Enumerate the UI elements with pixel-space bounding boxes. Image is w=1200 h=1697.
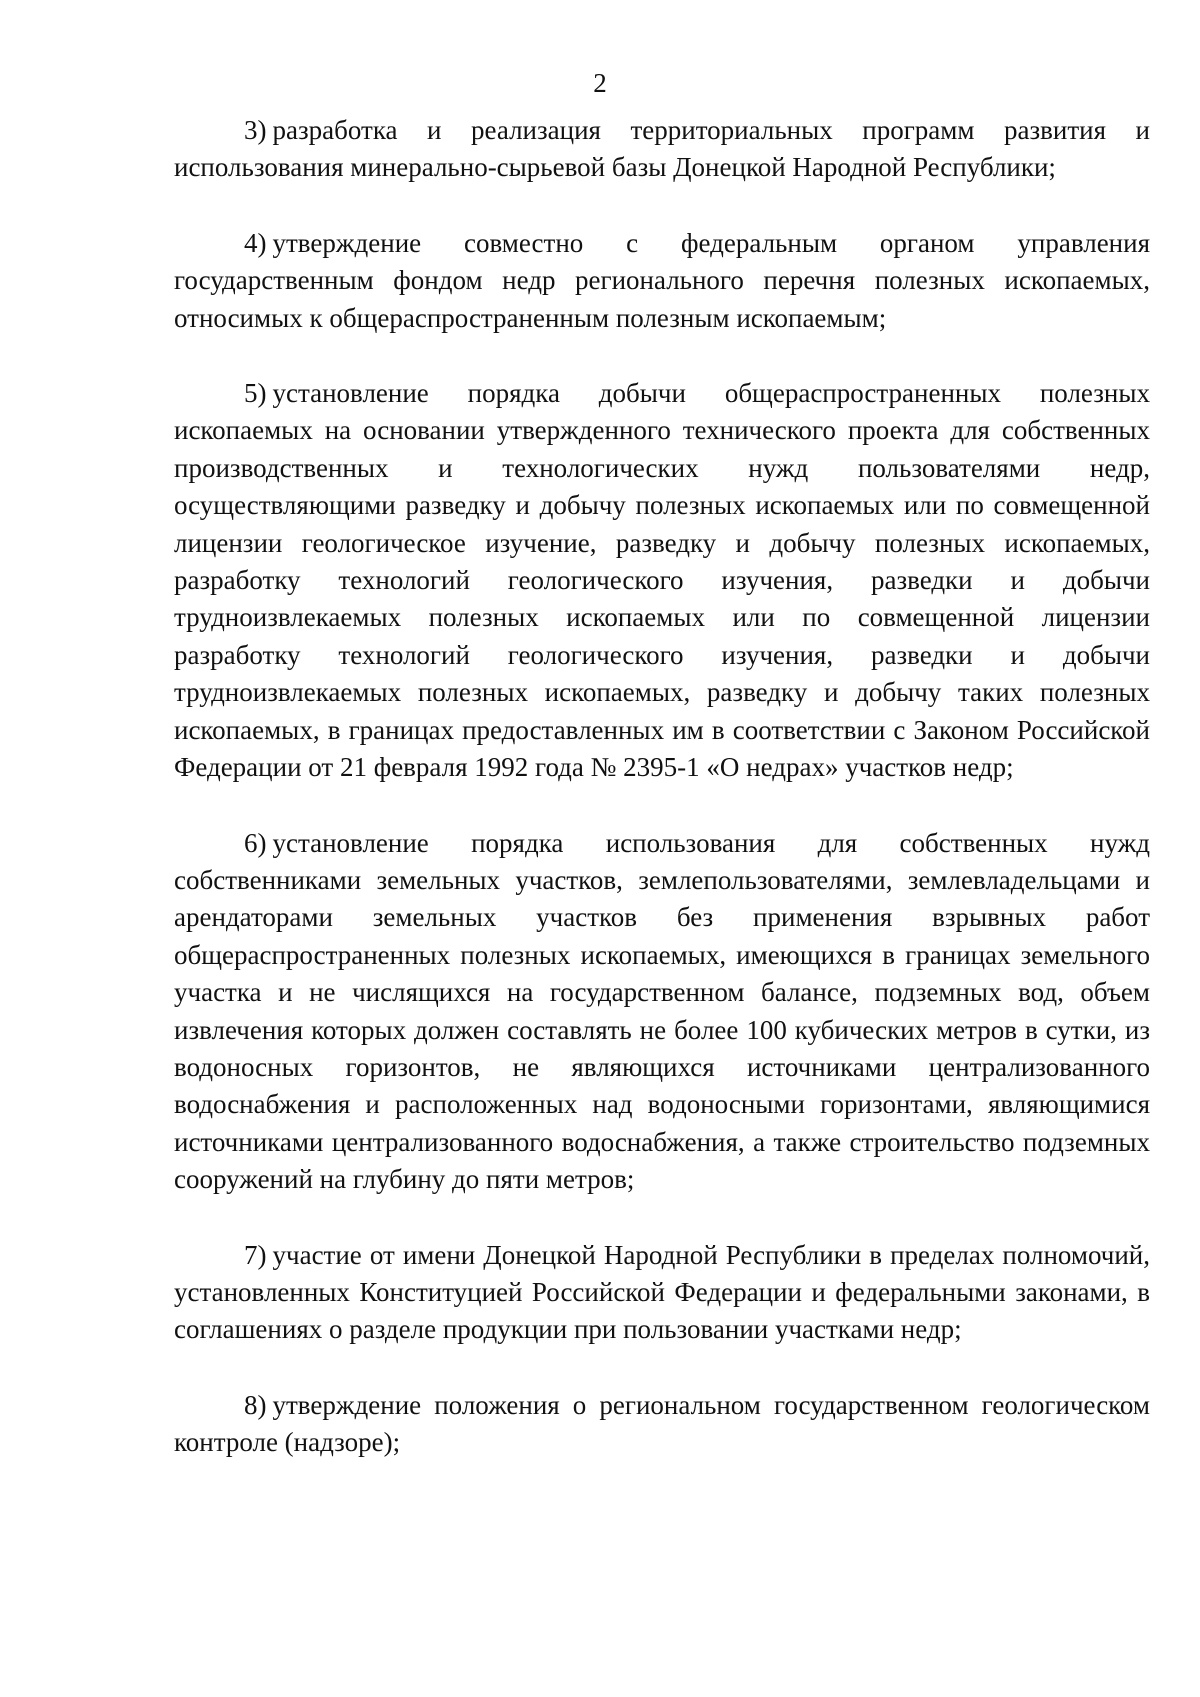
list-item-6 bbox=[174, 825, 1150, 1199]
item-text: участие от имени Донецкой Народной Республики в пределах полномочий, установленных Конституцией Российской Федерации и федеральными законами, в соглашениях о разделе продукции при пользовании участками недр; bbox=[174, 1239, 1150, 1345]
item-number: 3) bbox=[244, 115, 267, 145]
list-item-4 bbox=[174, 225, 1150, 337]
item-text: разработка и реализация территориальных программ развития и использования минерально-сырьевой базы Донецкой Народной Республики; bbox=[174, 115, 1150, 183]
list-item-5 bbox=[174, 375, 1150, 786]
item-text: утверждение положения о региональном государственном геологическом контроле (надзоре); bbox=[174, 1389, 1150, 1458]
item-text: установление порядка использования для собственных нужд собственниками земельных участков, землепользователями, землевладельцами и арендаторами земельных участков без применения взрывных работ общераспространенных полезных ископаемых, имеющихся в границах земельного участка и не числящихся на государственном балансе, подземных вод, объем извлечения которых должен составлять не более 100 кубических метров в сутки, из водоносных горизонтов, не являющихся источниками централизованного водоснабжения и расположенных над водоносными горизонтами, являющимися источниками централизованного водоснабжения, а также строительство подземных сооружений на глубину до пяти метров; bbox=[174, 827, 1150, 1195]
list-item-8 bbox=[174, 1387, 1150, 1462]
list-item-7 bbox=[174, 1237, 1150, 1349]
item-number: 5) bbox=[244, 378, 267, 409]
item-text: установление порядка добычи общераспространенных полезных ископаемых на основании утвержденного технического проекта для собственных производственных и технологических нужд пользователями недр, осуществляющими разведку и добычу полезных ископаемых или по совмещенной лицензии геологическое изучение, разведку и добычу полезных ископаемых, разработку технологий геологического изучения, разведки и добычи трудноизвлекаемых полезных ископаемых или по совмещенной лицензии разработку технологий геологического изучения, разведки и добычи трудноизвлекаемых полезных ископаемых, разведку и добычу таких полезных ископаемых, в границах предоставленных им в соответствии с Законом Российской Федерации от 21 февраля 1992 года № 2395-1 «О недрах» участков недр; bbox=[174, 378, 1150, 783]
page-number: 2 bbox=[593, 68, 607, 98]
item-number: 7) bbox=[244, 1239, 267, 1270]
list-item-3 bbox=[174, 112, 1150, 187]
document-body bbox=[174, 112, 1150, 1500]
item-number: 6) bbox=[244, 827, 267, 858]
item-number: 8) bbox=[244, 1389, 267, 1420]
item-text: утверждение совместно с федеральным органом управления государственным фондом недр регионального перечня полезных ископаемых, относимых к общераспространенным полезным ископаемым; bbox=[174, 227, 1150, 333]
item-number: 4) bbox=[244, 227, 267, 258]
